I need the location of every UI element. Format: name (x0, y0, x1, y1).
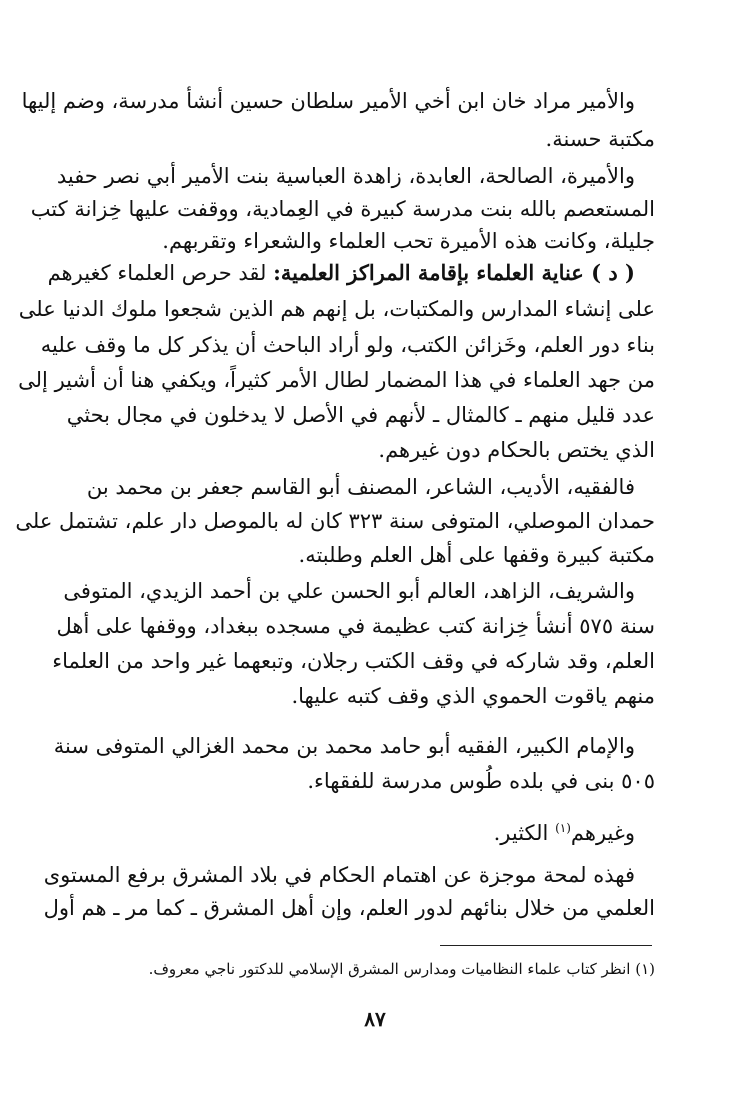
section-heading: ( د ) عناية العلماء بإقامة المراكز العلمية: (273, 260, 635, 285)
text-span: الكثير. (493, 821, 556, 845)
text-line: جليلة، وكانت هذه الأميرة تحب العلماء والشعراء وتقربهم. (162, 229, 655, 253)
text-line: والإمام الكبير، الفقيه أبو حامد محمد بن محمد الغزالي المتوفى سنة (53, 734, 635, 758)
text-line: منهم ياقوت الحموي الذي وقف كتبه عليها. (291, 684, 655, 708)
text-line: والأميرة، الصالحة، العابدة، زاهدة العباسية بنت الأمير أبي نصر حفيد (56, 164, 635, 188)
text-line: والشريف، الزاهد، العالم أبو الحسن علي بن أحمد الزيدي، المتوفى (63, 579, 635, 603)
text-line: الذي يختص بالحكام دون غيرهم. (378, 438, 655, 462)
text-line: مكتبة كبيرة وقفها على أهل العلم وطلبته. (298, 543, 655, 567)
text-line: ٥٠٥ بنى في بلده طُوس مدرسة للفقهاء. (307, 769, 655, 793)
footnote: (١) انظر كتاب علماء النظاميات ومدارس المشرق الإسلامي للدكتور ناجي معروف. (148, 960, 655, 978)
text-line: من جهد العلماء في هذا المضمار لطال الأمر كثيراً، ويكفي هنا أن أشير إلى (18, 368, 655, 392)
text-line: عدد قليل منهم ـ كالمثال ـ لأنهم في الأصل لا يدخلون في مجال بحثي (66, 403, 655, 427)
text-line: حمدان الموصلي، المتوفى سنة ٣٢٣ كان له بالموصل دار علم، تشتمل على (15, 509, 655, 533)
page-number: ٨٧ (364, 1007, 386, 1031)
section-heading-line (47, 260, 655, 288)
text-line: العلم، وقد شاركه في وقف الكتب رجلان، وتبعهما غير واحد من العلماء (52, 649, 655, 673)
text-line: مكتبة حسنة. (545, 127, 655, 151)
text-line: بناء دور العلم، وخَزائن الكتب، ولو أراد الباحث أن يذكر كل ما وقف عليه (40, 333, 655, 357)
text-line: على إنشاء المدارس والمكتبات، بل إنهم هم الذين شجعوا ملوك الدنيا على (18, 297, 655, 321)
text-line: سنة ٥٧٥ أنشأ خِزانة كتب عظيمة في مسجده ببغداد، ووقفها على أهل (56, 614, 655, 638)
text-line: فالفقيه، الأديب، الشاعر، المصنف أبو القاسم جعفر بن محمد بن (86, 475, 635, 499)
text-line: فهذه لمحة موجزة عن اهتمام الحكام في بلاد المشرق برفع المستوى (43, 863, 635, 887)
text-line (95, 815, 655, 843)
footnote-rule (440, 945, 652, 946)
text-span: وغيرهم (570, 821, 635, 845)
text-line: العلمي من خلال بنائهم لدور العلم، وإن أهل المشرق ـ كما مر ـ هم أول (43, 896, 655, 920)
text-span: لقد حرص العلماء كغيرهم (47, 261, 274, 285)
text-line: والأمير مراد خان ابن أخي الأمير سلطان حسين أنشأ مدرسة، وضم إليها (21, 89, 635, 113)
footnote-marker: (١) (555, 821, 571, 835)
text-line: المستعصم بالله بنت مدرسة كبيرة في العِمادية، ووقفت عليها خِزانة كتب (30, 197, 655, 221)
